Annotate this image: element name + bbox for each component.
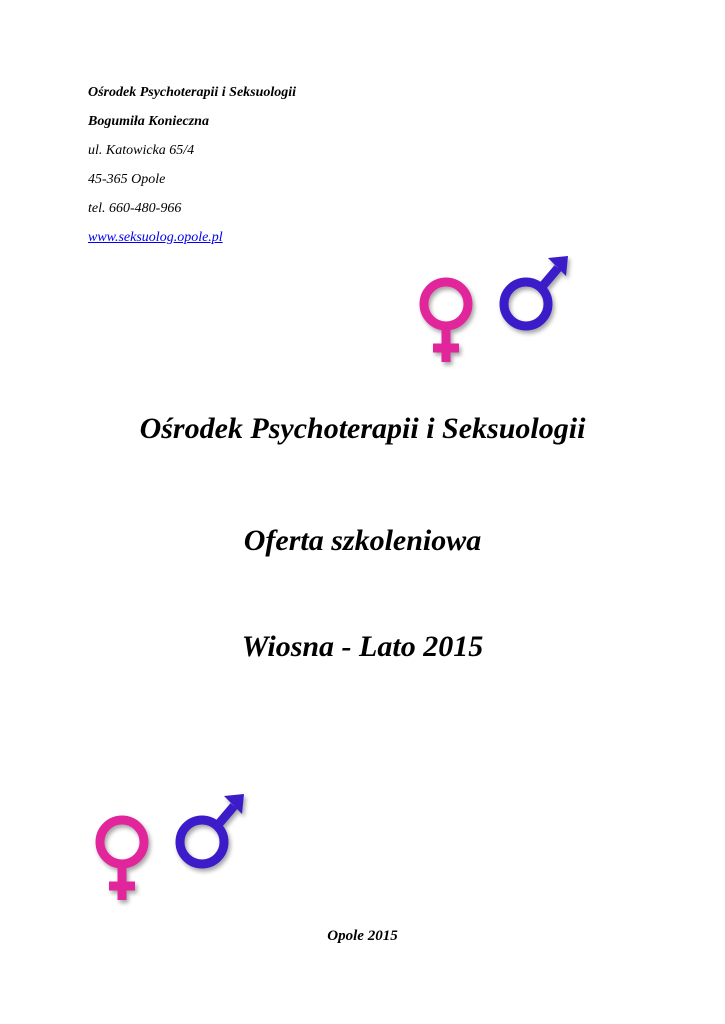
contact-block — [88, 78, 296, 252]
footer-place-year: Opole 2015 — [327, 928, 398, 944]
female-symbol-icon — [100, 820, 144, 900]
female-symbol-icon — [424, 282, 468, 362]
contact-phone: tel. 660-480-966 — [88, 201, 182, 216]
document-title: Ośrodek Psychoterapii i Seksuologii — [139, 412, 586, 445]
gender-symbols-top-svg — [412, 252, 572, 372]
website-link[interactable]: www.seksuolog.opole.pl — [88, 230, 223, 245]
contact-city: 45-365 Opole — [88, 172, 166, 187]
male-symbol-icon — [504, 256, 568, 326]
gender-symbols-bottom — [88, 790, 248, 910]
contact-person: Bogumiła Konieczna — [88, 114, 209, 129]
male-symbol-icon — [180, 794, 244, 864]
contact-org-name: Ośrodek Psychoterapii i Seksuologii — [88, 85, 297, 100]
gender-symbols-top — [412, 252, 572, 372]
gender-symbols-bottom-svg — [88, 790, 248, 910]
document-season: Wiosna - Lato 2015 — [241, 630, 484, 663]
document-subtitle: Oferta szkoleniowa — [243, 524, 482, 557]
contact-street: ul. Katowicka 65/4 — [88, 143, 195, 158]
